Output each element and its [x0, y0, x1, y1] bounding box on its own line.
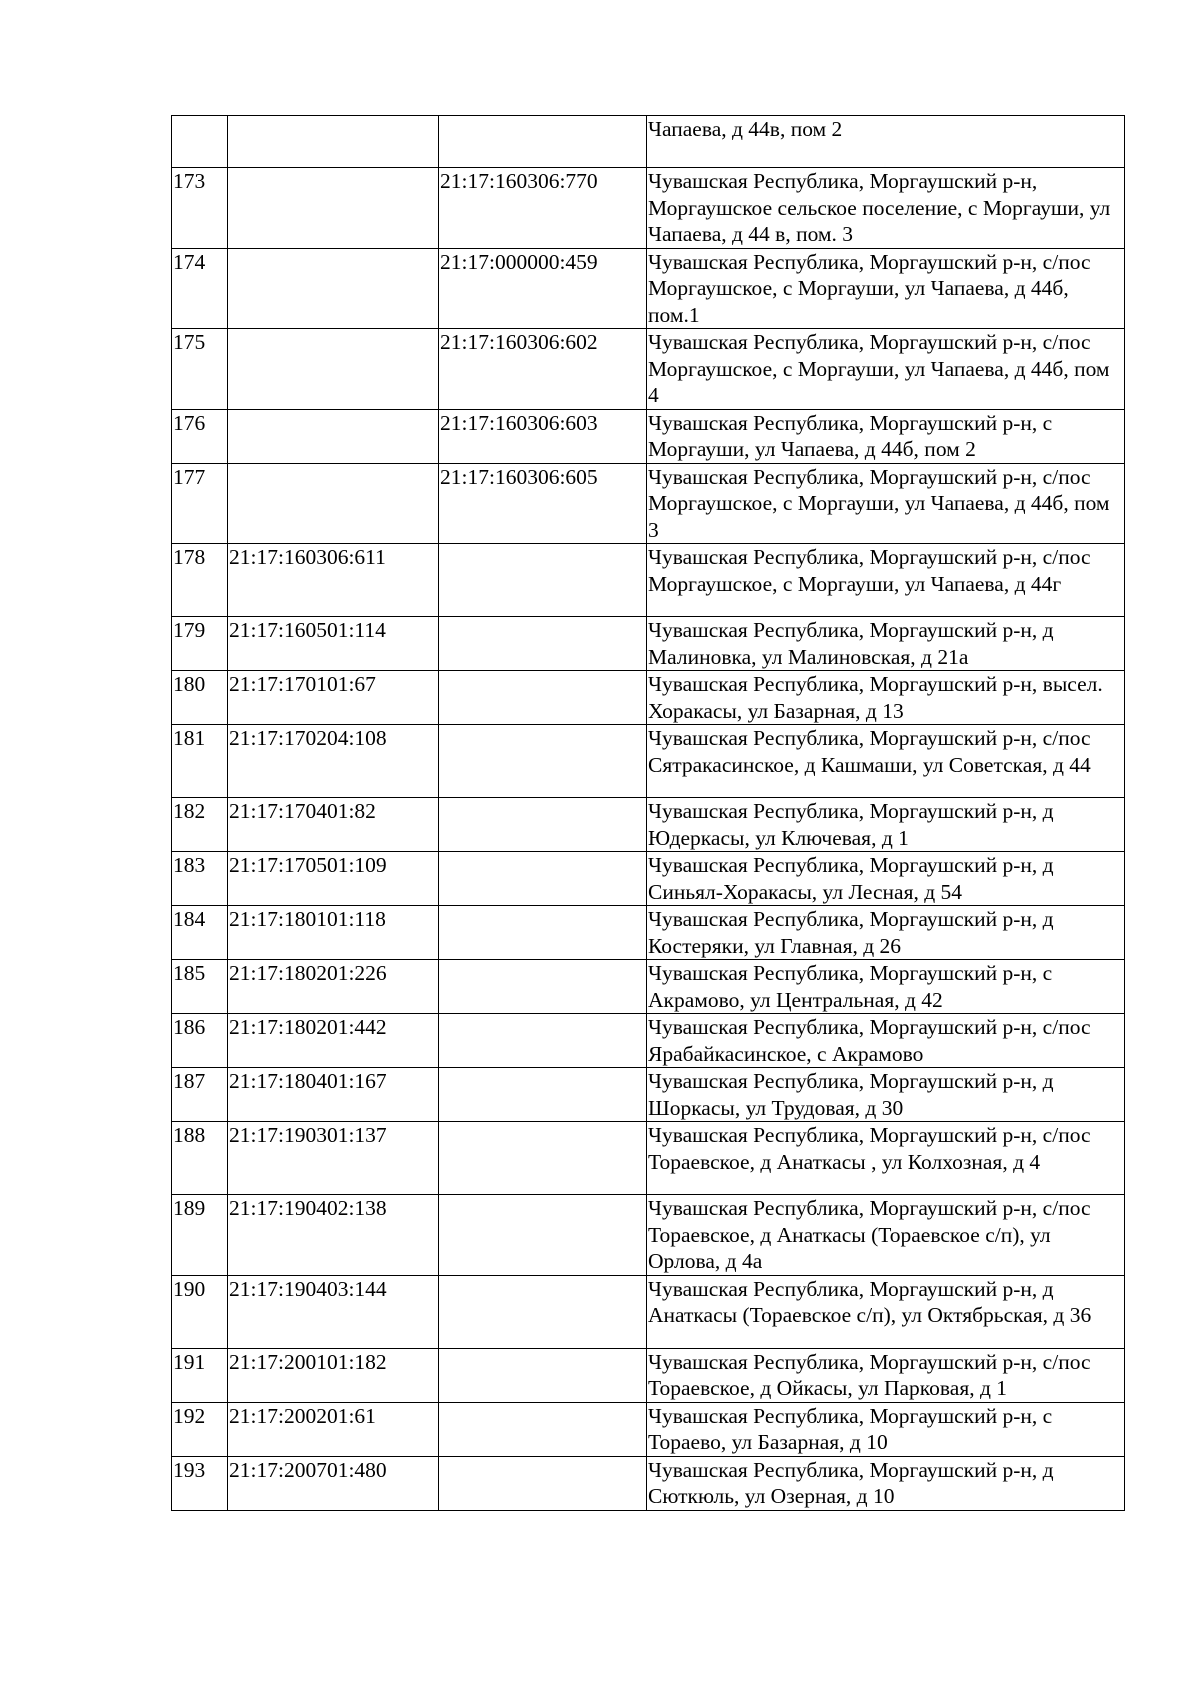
address-cell: Чувашская Республика, Моргаушский р-н, д Костеряки, ул Главная, д 26: [647, 906, 1125, 960]
row-number-cell: 187: [172, 1068, 228, 1122]
premises-cadastral-number-cell: [439, 1348, 647, 1402]
row-number-cell: 178: [172, 544, 228, 617]
premises-cadastral-number-cell: [439, 1014, 647, 1068]
row-number-cell: 173: [172, 168, 228, 249]
table-row: [172, 463, 1125, 544]
cadastral-number-cell: 21:17:200201:61: [228, 1402, 439, 1456]
premises-cadastral-number-cell: [439, 544, 647, 617]
address-cell: Чувашская Республика, Моргаушский р-н, д Юдеркасы, ул Ключевая, д 1: [647, 798, 1125, 852]
address-cell: Чувашская Республика, Моргаушский р-н, с/пос Сятракасинское, д Кашмаши, ул Советская, д 44: [647, 725, 1125, 798]
cadastral-number-cell: 21:17:180101:118: [228, 906, 439, 960]
address-cell: Чувашская Республика, Моргаушский р-н, с Тораево, ул Базарная, д 10: [647, 1402, 1125, 1456]
cadastral-number-cell: 21:17:190301:137: [228, 1122, 439, 1195]
premises-cadastral-number-cell: [439, 1275, 647, 1348]
address-cell: Чувашская Республика, Моргаушский р-н, д Малиновка, ул Малиновская, д 21а: [647, 617, 1125, 671]
address-cell: Чувашская Республика, Моргаушский р-н, с/пос Тораевское, д Анаткасы , ул Колхозная, д 4: [647, 1122, 1125, 1195]
table-row: [172, 960, 1125, 1014]
premises-cadastral-number-cell: [439, 960, 647, 1014]
row-number-cell: 180: [172, 671, 228, 725]
cadastral-number-cell: [228, 409, 439, 463]
table-row: [172, 168, 1125, 249]
row-number-cell: 189: [172, 1195, 228, 1276]
row-number-cell: 185: [172, 960, 228, 1014]
address-cell: Чувашская Республика, Моргаушский р-н, с Акрамово, ул Центральная, д 42: [647, 960, 1125, 1014]
table-row: [172, 1275, 1125, 1348]
cadastral-number-cell: 21:17:170401:82: [228, 798, 439, 852]
premises-cadastral-number-cell: [439, 1456, 647, 1510]
table-row: [172, 1195, 1125, 1276]
cadastral-number-cell: 21:17:190403:144: [228, 1275, 439, 1348]
address-cell: Чувашская Республика, Моргаушский р-н, д Синьял-Хоракасы, ул Лесная, д 54: [647, 852, 1125, 906]
table-row: [172, 116, 1125, 168]
row-number-cell: 186: [172, 1014, 228, 1068]
table-row: [172, 906, 1125, 960]
row-number-cell: 177: [172, 463, 228, 544]
cadastral-number-cell: 21:17:190402:138: [228, 1195, 439, 1276]
cadastral-number-cell: 21:17:180201:442: [228, 1014, 439, 1068]
row-number-cell: [172, 116, 228, 168]
table-row: [172, 248, 1125, 329]
cadastral-number-cell: 21:17:200701:480: [228, 1456, 439, 1510]
address-cell: Чапаева, д 44в, пом 2: [647, 116, 1125, 168]
row-number-cell: 176: [172, 409, 228, 463]
address-cell: Чувашская Республика, Моргаушский р-н, д Шоркасы, ул Трудовая, д 30: [647, 1068, 1125, 1122]
row-number-cell: 181: [172, 725, 228, 798]
address-cell: Чувашская Республика, Моргаушский р-н, высел. Хоракасы, ул Базарная, д 13: [647, 671, 1125, 725]
premises-cadastral-number-cell: 21:17:160306:770: [439, 168, 647, 249]
table-row: [172, 852, 1125, 906]
address-cell: Чувашская Республика, Моргаушский р-н, с/пос Тораевское, д Анаткасы (Тораевское с/п), ул Орлова, д 4а: [647, 1195, 1125, 1276]
table-row: [172, 1122, 1125, 1195]
address-cell: Чувашская Республика, Моргаушский р-н, с/пос Моргаушское, с Моргауши, ул Чапаева, д 44г: [647, 544, 1125, 617]
table-row: [172, 617, 1125, 671]
row-number-cell: 183: [172, 852, 228, 906]
cadastral-number-cell: 21:17:170204:108: [228, 725, 439, 798]
table-row: [172, 409, 1125, 463]
address-cell: Чувашская Республика, Моргаушский р-н, с/пос Моргаушское, с Моргауши, ул Чапаева, д 44б, пом 4: [647, 329, 1125, 410]
property-registry-table: [171, 115, 1125, 1511]
address-cell: Чувашская Республика, Моргаушский р-н, с/пос Моргаушское, с Моргауши, ул Чапаева, д 44б, пом 3: [647, 463, 1125, 544]
table-body: [172, 116, 1125, 1511]
table-row: [172, 725, 1125, 798]
address-cell: Чувашская Республика, Моргаушский р-н, д Сюткюль, ул Озерная, д 10: [647, 1456, 1125, 1510]
premises-cadastral-number-cell: [439, 725, 647, 798]
premises-cadastral-number-cell: [439, 116, 647, 168]
row-number-cell: 175: [172, 329, 228, 410]
address-cell: Чувашская Республика, Моргаушский р-н, с/пос Тораевское, д Ойкасы, ул Парковая, д 1: [647, 1348, 1125, 1402]
premises-cadastral-number-cell: 21:17:160306:605: [439, 463, 647, 544]
cadastral-number-cell: 21:17:180401:167: [228, 1068, 439, 1122]
row-number-cell: 182: [172, 798, 228, 852]
row-number-cell: 179: [172, 617, 228, 671]
table-row: [172, 544, 1125, 617]
row-number-cell: 174: [172, 248, 228, 329]
cadastral-number-cell: 21:17:200101:182: [228, 1348, 439, 1402]
table-row: [172, 671, 1125, 725]
premises-cadastral-number-cell: [439, 852, 647, 906]
table-row: [172, 1402, 1125, 1456]
cadastral-number-cell: [228, 248, 439, 329]
table-row: [172, 798, 1125, 852]
table-row: [172, 329, 1125, 410]
cadastral-number-cell: 21:17:160306:611: [228, 544, 439, 617]
address-cell: Чувашская Республика, Моргаушский р-н, с/пос Моргаушское, с Моргауши, ул Чапаева, д 44б, пом.1: [647, 248, 1125, 329]
row-number-cell: 192: [172, 1402, 228, 1456]
row-number-cell: 191: [172, 1348, 228, 1402]
row-number-cell: 188: [172, 1122, 228, 1195]
row-number-cell: 190: [172, 1275, 228, 1348]
cadastral-number-cell: 21:17:160501:114: [228, 617, 439, 671]
premises-cadastral-number-cell: [439, 798, 647, 852]
cadastral-number-cell: 21:17:180201:226: [228, 960, 439, 1014]
row-number-cell: 193: [172, 1456, 228, 1510]
cadastral-number-cell: [228, 168, 439, 249]
table-row: [172, 1456, 1125, 1510]
cadastral-number-cell: 21:17:170101:67: [228, 671, 439, 725]
premises-cadastral-number-cell: [439, 1068, 647, 1122]
premises-cadastral-number-cell: 21:17:000000:459: [439, 248, 647, 329]
cadastral-number-cell: [228, 463, 439, 544]
premises-cadastral-number-cell: 21:17:160306:603: [439, 409, 647, 463]
premises-cadastral-number-cell: [439, 1122, 647, 1195]
premises-cadastral-number-cell: [439, 1195, 647, 1276]
premises-cadastral-number-cell: [439, 671, 647, 725]
address-cell: Чувашская Республика, Моргаушский р-н, Моргаушское сельское поселение, с Моргауши, ул Чапаева, д 44 в, пом. 3: [647, 168, 1125, 249]
address-cell: Чувашская Республика, Моргаушский р-н, с Моргауши, ул Чапаева, д 44б, пом 2: [647, 409, 1125, 463]
address-cell: Чувашская Республика, Моргаушский р-н, д Анаткасы (Тораевское с/п), ул Октябрьская, д 36: [647, 1275, 1125, 1348]
premises-cadastral-number-cell: [439, 906, 647, 960]
cadastral-number-cell: [228, 329, 439, 410]
row-number-cell: 184: [172, 906, 228, 960]
cadastral-number-cell: [228, 116, 439, 168]
address-cell: Чувашская Республика, Моргаушский р-н, с/пос Ярабайкасинское, с Акрамово: [647, 1014, 1125, 1068]
premises-cadastral-number-cell: [439, 1402, 647, 1456]
cadastral-number-cell: 21:17:170501:109: [228, 852, 439, 906]
table-row: [172, 1014, 1125, 1068]
premises-cadastral-number-cell: [439, 617, 647, 671]
table-row: [172, 1068, 1125, 1122]
premises-cadastral-number-cell: 21:17:160306:602: [439, 329, 647, 410]
table-row: [172, 1348, 1125, 1402]
